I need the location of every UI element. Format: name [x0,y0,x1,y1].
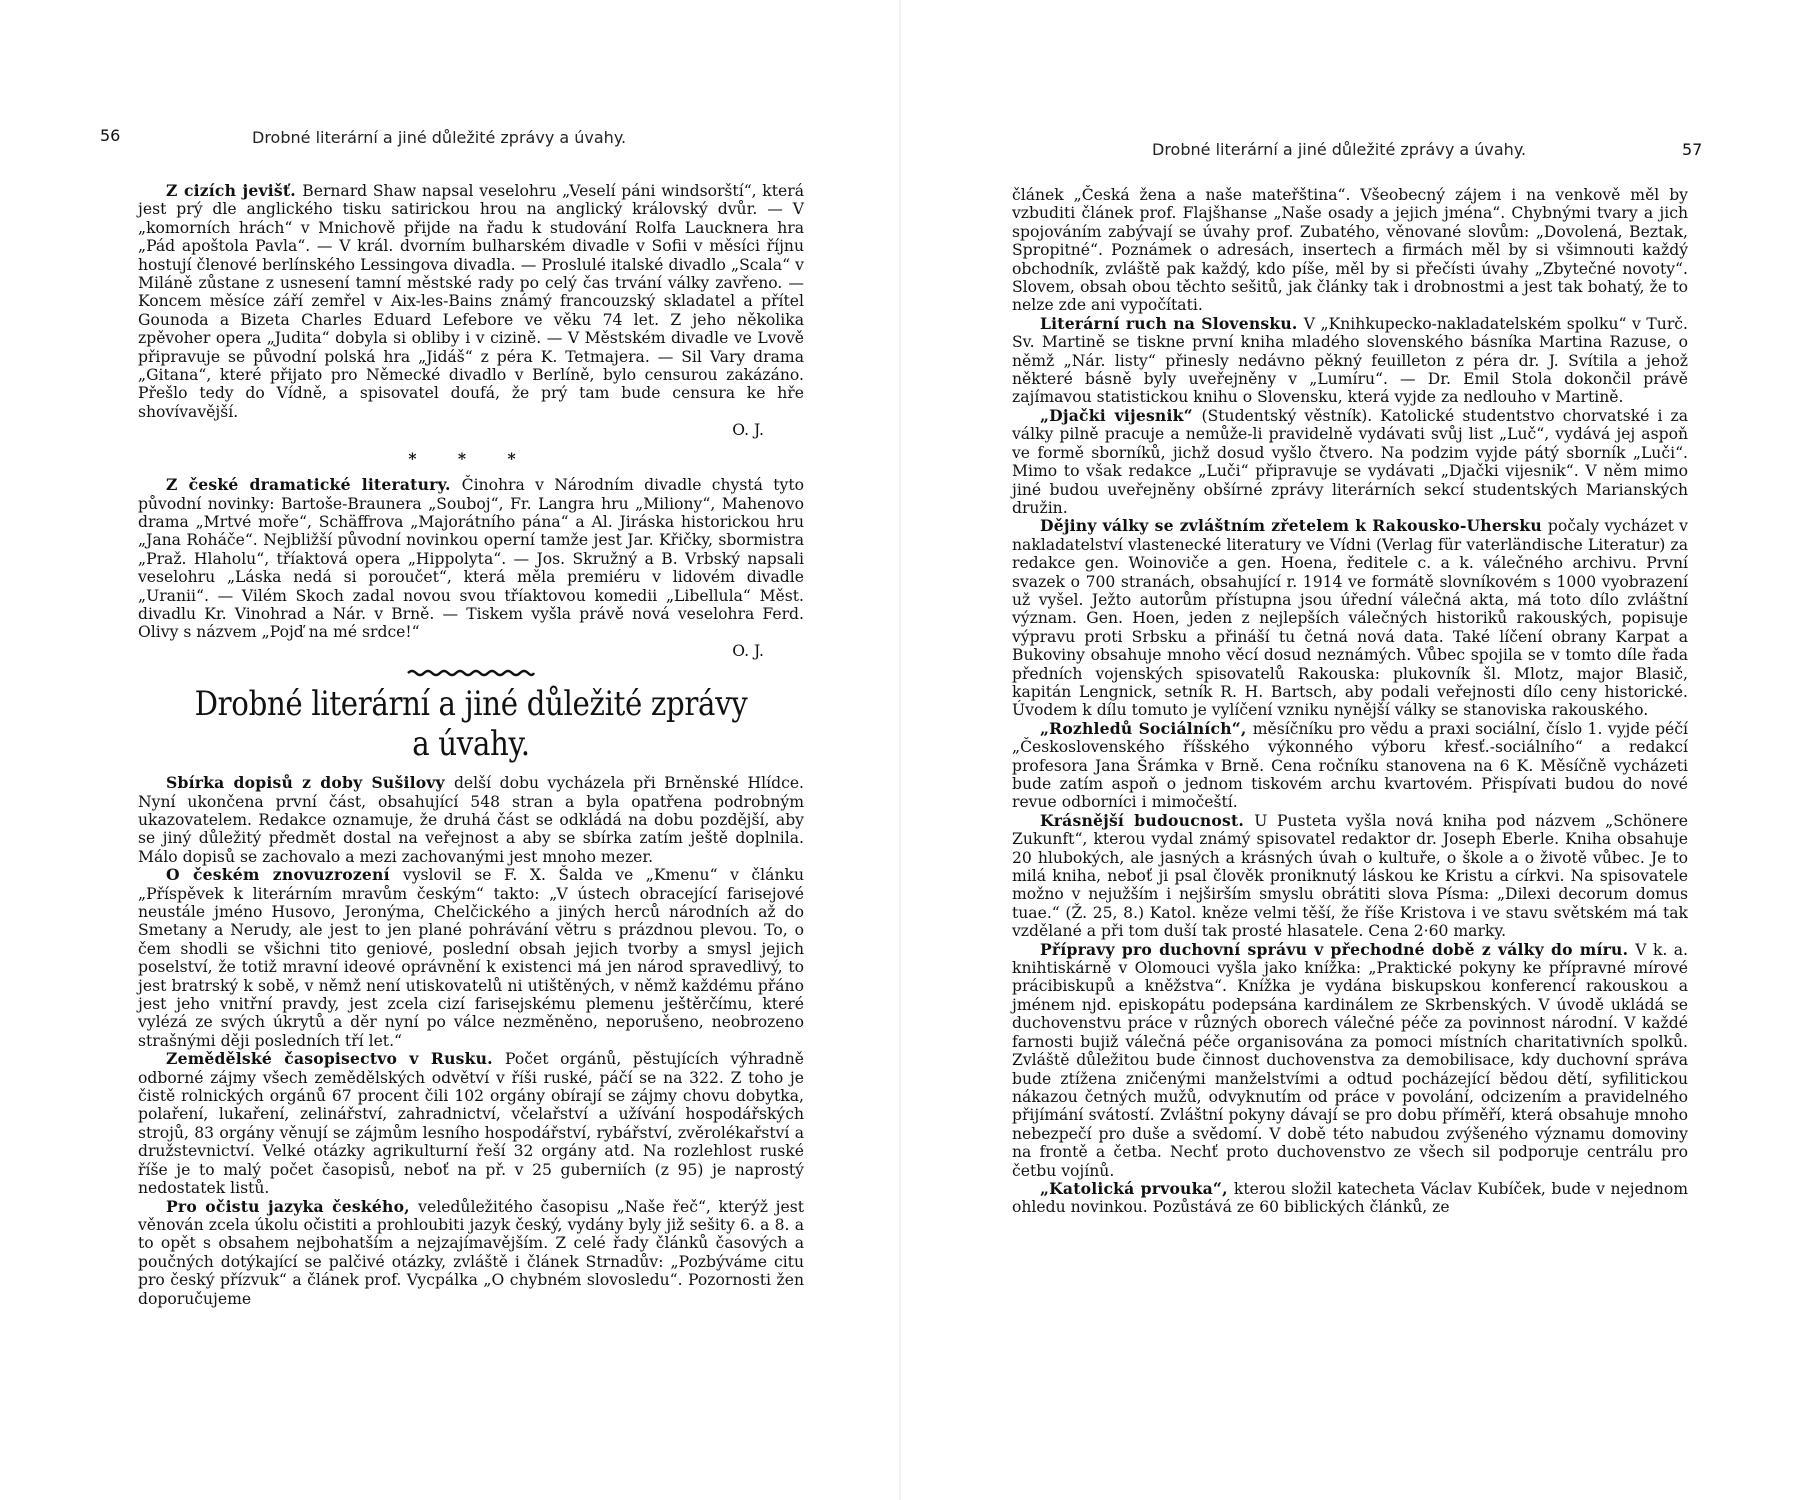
asterism-separator: * * * [408,448,534,468]
right-column [1012,186,1688,1217]
news-item [1012,720,1688,812]
item-text: (Studentský věstník). Katolické studentstvo chorvatské i za války pilně pracuje a nemůže-li pravidelně vydávati svůj list „Luč“, vydává jej aspoň ve formě sborníků, jichž dosud vyšlo čtvero. Na podzim vyjde pátý sborník „Luči“. Mimo to však redakce „Luči“ připravuje se vydávati „Djački vijesnik“. V něm mimo jiné budou uveřejněny obšírné zprávy literárních sekcí studentských Marianských družin. [1012,406,1689,517]
section-text: Činohra v Národním divadle chystá tyto původní novinky: Bartoše-Braunera „Souboj“, Fr. Langra hru „Miliony“, Mahenovo drama „Mrtvé moře“, Schäffrova „Majorátního pána“ a Al. Jiráska historickou hru „Jana Roháče“. Nejbližší původní novinkou operní tamže jest Jar. Křičky, sbormistra „Praž. Hlaholu“, tříaktová opera „Hippolyta“. — Jos. Skružný a B. Vrbský napsali veselohru „Láska nedá si poroučet“, která měla premiéru v lidovém divadle „Uranii“. — Vilém Skoch zadal novou svou tříaktovou komedii „Libellula“ Měst. divadlu Kr. Vinohrad a Nár. v Brně. — Tiskem vyšla právě nová veselohra Ferd. Olivy s názvem „Pojď na mé srdce!“ [138,476,804,642]
left-column [138,182,804,1308]
signature: O. J. [732,421,764,440]
item-heading: „Rozhledů Sociálních“, [1040,718,1253,738]
item-text: vyslovil se F. X. Šalda ve „Kmenu“ v článku „Příspěvek k literárním mravům českým“ takto: „V ústech obracející farisejové neustále jméno Husovo, Jeronýma, Chelčického a jiných herců národních až do Smetany a Nerudy, ale jest to jen plané pohrávání větru s prázdnou plevou. To, o čem shodli se všichni tito geniové, poslední obsah jejich tvorby a smysl jejich poselství, že totiž mravní ideové oprávnění k existenci má jen národ spravedlivý, to jest bratrský k sobě, v němž není utiskovatelů ni utištěných, v němž každému přáno jest jeho vnitřní pravdy, jest zcela cizí farisejskému plemenu ještěrčímu, které vylézá ze svých úkrytů a děr nyní po válce nezměněno, neporušeno, neobrozeno strašnými ději posledních tří let.“ [138,866,804,1050]
item-heading: Přípravy pro duchovní správu v přechodné době z války do míru. [1040,939,1636,959]
section-text: Bernard Shaw napsal veselohru „Veselí páni windsorští“, která jest prý dle anglického tisku satirickou hrou na anglický královský dvůr. — V „komorních hrách“ v Mnichově přijde na řadu k studování Rolfa Laucknera hra „Pád apoštola Pavla“. — V král. dvorním bulharském divadle v Sofii v měsíci říjnu hostují členové berlínského Lessingova divadla. — Proslulé italské divadlo „Scala“ v Miláně zůstane z usnesení tamní městské rady po celý čas trvání války zavřeno. — Koncem měsíce září zemřel v Aix-les-Bains známý francouzský skladatel a přítel Gounoda a Bizeta Charles Eduard Lefebore ve věku 74 let. Z jeho několika zpěvoher opera „Judita“ dobyla si obliby i v cizině. — V Městském divadle ve Lvově připravuje se původní polská hra „Jidáš“ z péra K. Tetmajera. — Sil Vary drama „Gitana“, které přijato pro Německé divadlo v Berlíně, bylo censurou zakázáno. Přešlo tedy do Vídně, a spisovatel doufá, že prý tam bude censura ke hře shovívavější. [138,182,804,421]
news-item [1012,315,1688,407]
news-item [1012,407,1688,517]
section-heading: Z cizích jevišť. [166,181,303,200]
running-head: Drobné literární a jiné důležité zprávy a úvahy. [1152,140,1527,159]
news-item [1012,812,1688,941]
news-item [138,1050,804,1197]
item-text: veledůležitého časopisu „Naše řeč“, kterýž jest věnován zcela úkolu očistiti a prohloubiti jazyk český, vydány byly již sešity 6. a 8. a to opět s obsahem nejbohatším a nejzajímavějším. Z celé řady článků časových a poučných dotýkající se palčivé otázky, zvláště i článek Strnadův: „Pozbýváme citu pro český přízvuk“ a článek prof. Vycpálka „O chybném slovosledu“. Pozornosti žen doporučujeme [138,1197,804,1308]
item-text: kterou složil katecheta Václav Kubíček, bude v nejednom ohledu novinkou. Pozůstává ze 60 biblických článků, ze [1012,1179,1689,1217]
item-heading: Sbírka dopisů z doby Sušilovy [166,773,454,793]
running-head: Drobné literární a jiné důležité zprávy a úvahy. [252,128,627,147]
item-heading: Dějiny války se zvláštním zřetelem k Rakousko-Uhersku [1040,516,1548,536]
item-heading: Literární ruch na Slovensku. [1040,313,1304,333]
news-item [1012,1180,1688,1217]
item-text: měsíčníku pro vědu a praxi sociální, číslo 1. vyjde péčí „Československého říšského výkonného výboru křesť.-sociálního“ a redakcí profesora Jana Šrámka v Brně. Cena ročníku stanovena na 6 K. Měsíčně vycházeti bude zatím aspoň o jednom tiskovém archu kvartovém. Přispívati budou do nové revue odborníci i mimočeští. [1012,719,1689,812]
item-text: počaly vycházet v nakladatelství vlastenecké literatury ve Vídni (Verlag für vaterländische Literatur) za redakce gen. Woinoviče a gen. Hoena, ředitele c. a k. válečného archivu. První svazek o 700 stranách, obsahující r. 1914 ve formátě slovníkovém s 1000 vyobrazení už vyšel. Ježto autorům přístupna jsou úřední válečná akta, má toto dílo zvláštní význam. Gen. Hoen, jeden z nejlepších válečných historiků rakouských, popisuje výpravu proti Srbsku a přináší tu četná nová data. Také líčení obrany Karpat a Bukoviny obsahuje mnoho věcí dosud neznámých. Vůbec spojila se v tomto díle řada předních vojenských spisovatelů Rakouska: plukovník šl. Mlotz, major Blasič, kapitán Lengnick, setník R. H. Bartsch, aby podali veřejnosti dílo ceny historické. Úvodem k dílu tomuto je vylíčení vzniku nynější války se stanoviska rakouského. [1012,517,1688,720]
section-title: Drobné literární a jiné důležité zprávy a úvahy. [194,684,748,765]
page-number: 57 [1682,140,1703,159]
item-heading: Krásnější budoucnost. [1040,810,1255,830]
news-item [138,866,804,1050]
section-heading: Z české dramatické literatury. [166,475,462,495]
item-text: V „Knihkupecko-nakladatelském spolku“ v Turč. Sv. Martině se tiskne první kniha mladého slovenského básníka Martina Razuse, o němž „Nár. listy“ přinesly nedávno pěkný feuilleton z péra dr. J. Svítila a jehož některé básně byly uveřejněny v „Lumíru“. — Dr. Emil Stola dokončil právě zajímavou statistickou knihu o Slovensku, která vyjde za nedlouho v Martině. [1012,314,1688,407]
item-heading: „Katolická prvouka“, [1040,1178,1234,1198]
news-item [1012,517,1688,719]
item-heading: Pro očistu jazyka českého, [166,1196,419,1216]
section-ceske-dramaticke [138,476,804,660]
item-text: Počet orgánů, pěstujících výhradně odborné zájmy všech zemědělských odvětví v říši ruské, páčí se na 322. Z toho je čistě rolnických orgánů 67 procent čili 102 orgány obírají se zájmy chovu dobytka, polaření, lukaření, zelinářství, zahradnictví, včelařství a užívání hospodářských strojů, 83 orgány věnují se zájmům lesního hospodářství, rybářství, zvěrolékařství a družstevnictví. Velké otázky agrikulturní řeší 32 orgány atd. Na rozlehlost ruské říše je to malý počet časopisů, neboť na př. v 25 guberniích (z 95) je naprostý nedostatek listů. [138,1050,804,1198]
news-item [138,774,804,866]
continued-text: článek „Česká žena a naše mateřština“. Všeobecný zájem i na venkově měl by vzbuditi článek prof. Flajšhanse „Naše osady a jejich jména“. Chybnými tvary a jich spojováním zabývají se úvahy prof. Zubatého, věnované slovům: „Dovolená, Beztak, Spropitné“. Poznámek o adresách, insertech a firmách měl by si všimnouti každý obchodník, zvláště pak každý, kdo píše, měl by si přečísti úvahy „Zbytečné novoty“. Slovem, obsah obou těchto sešitů, jak články tak i drobnostmi a jest tak bohatý, že to nelze zde ani vypočítati. [1012,186,1688,315]
section-cizich-jevist [138,182,804,440]
wavy-ornament [406,668,536,678]
signature: O. J. [732,641,764,660]
item-heading: O českém znovuzrození [166,865,403,885]
news-item [138,1198,804,1308]
item-heading: Zemědělské časopisectvo v Rusku. [166,1049,506,1069]
page-number: 56 [100,126,121,145]
item-text: U Pusteta vyšla nová kniha pod názvem „Schönere Zukunft“, kterou vydal známý spisovatel redaktor dr. Joseph Eberle. Kniha obsahuje 20 hlubokých, ale jasných a krásných úvah o kultuře, o škole a o životě vůbec. Je to milá kniha, neboť ji psal člověk proniknutý láskou ke Kristu a církvi. Na spisovatele možno v nejužším i nejširším smyslu obrátiti slova Písma: „Dilexi decorum domus tuae.“ (Ž. 25, 8.) Katol. kněze velmi těší, že říše Kristova i ve stavu světském má tak vzdělané a při tom duší tak prosté hlasatele. Cena 2·60 marky. [1012,811,1688,941]
news-item [1012,941,1688,1180]
item-text: V k. a. knihtiskárně v Olomouci vyšla jako knížka: „Praktické pokyny ke přípravné mírové prácibiskupů a kněžstva“. Knížka je vydána biskupskou konferencí rakouskou a jménem njd. episkopátu podepsána kardinálem ze Skrbenských. V úvodě ukládá se duchovenstvu práce v různých oborech válečné péče za povinnost národní. V každé farnosti bujiž válečná péče organisována za pomoci místních charitativních spolků. Zvláště důležitou bude činnost duchovenstva za demobilisace, kdy duchovní správa bude ztížena zničenými manželstvími a odtud pocházející bědou dětí, syfilitickou nákazou četných mužů, odvyknutím od práce v povolání, odcizením a pravidelného přijímání svátostí. Zvláštní pokyny dávají se pro dobu příměří, která obsahuje mnoho nebezpečí pro duše a svědomí. V době této nabudou zvýšeného významu domoviny na frontě a četba. Nechť proto duchovenstvo ze všech sil podporuje centrálu pro četbu vojínů. [1012,940,1689,1180]
item-heading: „Djački vijesnik“ [1040,405,1202,425]
right-page [900,0,1800,1500]
item-text: delší dobu vycházela při Brněnské Hlídce. Nyní ukončena první část, obsahující 548 stran a byla opatřena podrobným ukazovatelem. Redakce oznamuje, že druhá část se odkládá na dobu pozdější, aby se jiný důležitý předmět dostal na veřejnost a aby se sbírka zatím ještě doplnila. Málo dopisů se zachovalo a mezi zachovanými jest mnoho mezer. [138,774,805,866]
